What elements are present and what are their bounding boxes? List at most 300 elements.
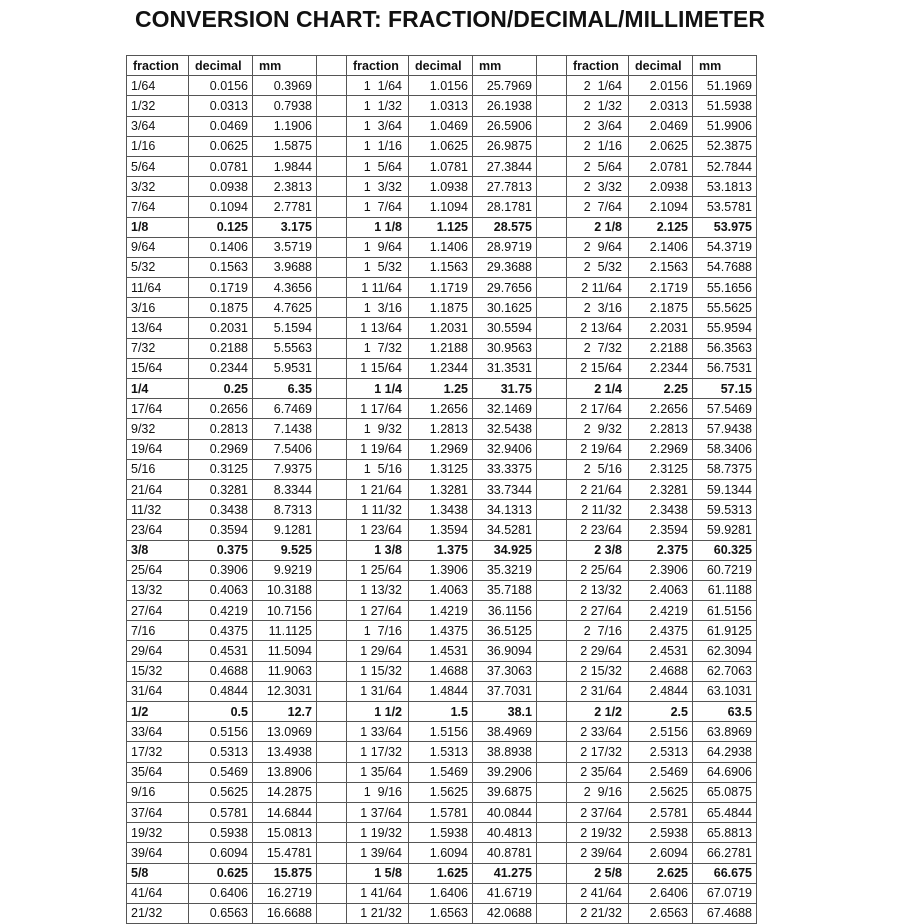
fraction-cell: 9/32: [127, 419, 189, 439]
column-gap: [537, 802, 567, 822]
table-row: [127, 540, 757, 560]
decimal-cell: 0.0469: [189, 116, 253, 136]
fraction-cell: 1 3/16: [347, 298, 409, 318]
decimal-cell: 1.5313: [409, 742, 473, 762]
mm-cell: 62.7063: [693, 661, 757, 681]
decimal-cell: 1.1875: [409, 298, 473, 318]
decimal-cell: 1.5625: [409, 782, 473, 802]
decimal-cell: 0.4531: [189, 641, 253, 661]
decimal-cell: 1.3125: [409, 459, 473, 479]
table-row: [127, 903, 757, 923]
mm-cell: 66.675: [693, 863, 757, 883]
decimal-cell: 0.2031: [189, 318, 253, 338]
decimal-cell: 0.4688: [189, 661, 253, 681]
fraction-cell: 1 13/64: [347, 318, 409, 338]
decimal-cell: 0.25: [189, 379, 253, 399]
column-gap: [317, 702, 347, 722]
fraction-cell: 1 5/16: [347, 459, 409, 479]
mm-cell: 28.1781: [473, 197, 537, 217]
table-row: [127, 217, 757, 237]
fraction-cell: 2 21/64: [567, 479, 629, 499]
decimal-cell: 2.2656: [629, 399, 693, 419]
mm-cell: 61.9125: [693, 621, 757, 641]
mm-cell: 5.5563: [253, 338, 317, 358]
fraction-cell: 2 21/32: [567, 903, 629, 923]
column-gap: [537, 419, 567, 439]
fraction-cell: 2 5/32: [567, 257, 629, 277]
column-gap: [537, 116, 567, 136]
decimal-cell: 1.2656: [409, 399, 473, 419]
decimal-cell: 0.4375: [189, 621, 253, 641]
column-gap: [317, 217, 347, 237]
mm-cell: 32.1469: [473, 399, 537, 419]
mm-cell: 2.3813: [253, 177, 317, 197]
fraction-cell: 3/64: [127, 116, 189, 136]
decimal-cell: 0.5156: [189, 722, 253, 742]
mm-cell: 38.4969: [473, 722, 537, 742]
decimal-cell: 2.1875: [629, 298, 693, 318]
decimal-cell: 0.5781: [189, 802, 253, 822]
conversion-table: [126, 55, 757, 924]
decimal-cell: 1.1406: [409, 237, 473, 257]
fraction-cell: 21/32: [127, 903, 189, 923]
fraction-cell: 1 19/32: [347, 823, 409, 843]
fraction-cell: 2 33/64: [567, 722, 629, 742]
column-gap: [317, 601, 347, 621]
table-row: [127, 197, 757, 217]
fraction-cell: 2 27/64: [567, 601, 629, 621]
table-row: [127, 802, 757, 822]
column-gap: [537, 298, 567, 318]
column-gap: [537, 782, 567, 802]
column-gap: [317, 621, 347, 641]
column-gap: [317, 439, 347, 459]
fraction-cell: 2 7/16: [567, 621, 629, 641]
fraction-cell: 1 31/64: [347, 681, 409, 701]
mm-cell: 67.0719: [693, 883, 757, 903]
fraction-cell: 1 9/16: [347, 782, 409, 802]
mm-cell: 63.8969: [693, 722, 757, 742]
decimal-cell: 1.0781: [409, 156, 473, 176]
decimal-cell: 0.6563: [189, 903, 253, 923]
mm-cell: 67.4688: [693, 903, 757, 923]
column-gap: [537, 459, 567, 479]
fraction-cell: 7/64: [127, 197, 189, 217]
table-body: [127, 76, 757, 924]
table-row: [127, 237, 757, 257]
fraction-cell: 1 23/64: [347, 520, 409, 540]
column-gap: [317, 903, 347, 923]
mm-cell: 60.7219: [693, 560, 757, 580]
mm-cell: 53.1813: [693, 177, 757, 197]
decimal-cell: 0.2969: [189, 439, 253, 459]
decimal-cell: 2.3594: [629, 520, 693, 540]
mm-cell: 41.275: [473, 863, 537, 883]
mm-cell: 63.5: [693, 702, 757, 722]
decimal-cell: 2.6406: [629, 883, 693, 903]
column-gap: [317, 681, 347, 701]
fraction-cell: 15/64: [127, 358, 189, 378]
table-row: [127, 702, 757, 722]
column-gap: [537, 358, 567, 378]
mm-cell: 9.9219: [253, 560, 317, 580]
decimal-cell: 1.4375: [409, 621, 473, 641]
table-row: [127, 479, 757, 499]
column-gap: [537, 379, 567, 399]
mm-cell: 37.7031: [473, 681, 537, 701]
mm-cell: 35.3219: [473, 560, 537, 580]
fraction-cell: 1/64: [127, 76, 189, 96]
fraction-cell: 2 17/64: [567, 399, 629, 419]
decimal-cell: 2.0469: [629, 116, 693, 136]
table-row: [127, 116, 757, 136]
fraction-cell: 25/64: [127, 560, 189, 580]
header-decimal: decimal: [629, 56, 693, 76]
decimal-cell: 0.6094: [189, 843, 253, 863]
decimal-cell: 2.625: [629, 863, 693, 883]
column-gap: [537, 580, 567, 600]
column-gap: [317, 318, 347, 338]
column-gap: [537, 156, 567, 176]
decimal-cell: 2.5938: [629, 823, 693, 843]
mm-cell: 1.1906: [253, 116, 317, 136]
decimal-cell: 1.1094: [409, 197, 473, 217]
decimal-cell: 1.6563: [409, 903, 473, 923]
mm-cell: 16.2719: [253, 883, 317, 903]
table-row: [127, 459, 757, 479]
mm-cell: 32.5438: [473, 419, 537, 439]
header-decimal: decimal: [189, 56, 253, 76]
column-gap: [537, 641, 567, 661]
column-gap: [537, 661, 567, 681]
decimal-cell: 0.1563: [189, 257, 253, 277]
fraction-cell: 2 3/32: [567, 177, 629, 197]
decimal-cell: 0.0313: [189, 96, 253, 116]
decimal-cell: 0.1094: [189, 197, 253, 217]
fraction-cell: 1 7/64: [347, 197, 409, 217]
table-row: [127, 177, 757, 197]
column-gap: [537, 338, 567, 358]
mm-cell: 51.5938: [693, 96, 757, 116]
decimal-cell: 1.625: [409, 863, 473, 883]
fraction-cell: 2 13/64: [567, 318, 629, 338]
fraction-cell: 1 5/64: [347, 156, 409, 176]
decimal-cell: 1.4063: [409, 580, 473, 600]
decimal-cell: 2.1094: [629, 197, 693, 217]
column-gap: [537, 197, 567, 217]
column-gap: [317, 722, 347, 742]
decimal-cell: 2.6563: [629, 903, 693, 923]
mm-cell: 40.0844: [473, 802, 537, 822]
decimal-cell: 1.5469: [409, 762, 473, 782]
mm-cell: 61.1188: [693, 580, 757, 600]
decimal-cell: 1.5: [409, 702, 473, 722]
decimal-cell: 2.0938: [629, 177, 693, 197]
mm-cell: 8.3344: [253, 479, 317, 499]
decimal-cell: 0.2188: [189, 338, 253, 358]
table-row: [127, 318, 757, 338]
fraction-cell: 2 7/32: [567, 338, 629, 358]
decimal-cell: 2.3125: [629, 459, 693, 479]
column-gap: [537, 136, 567, 156]
fraction-cell: 9/64: [127, 237, 189, 257]
decimal-cell: 2.3281: [629, 479, 693, 499]
fraction-cell: 1 3/8: [347, 540, 409, 560]
fraction-cell: 1 1/4: [347, 379, 409, 399]
column-gap: [317, 459, 347, 479]
decimal-cell: 1.375: [409, 540, 473, 560]
decimal-cell: 0.3594: [189, 520, 253, 540]
mm-cell: 8.7313: [253, 500, 317, 520]
fraction-cell: 1 11/64: [347, 278, 409, 298]
mm-cell: 55.5625: [693, 298, 757, 318]
decimal-cell: 0.3281: [189, 479, 253, 499]
decimal-cell: 1.2344: [409, 358, 473, 378]
fraction-cell: 11/32: [127, 500, 189, 520]
column-gap: [317, 641, 347, 661]
mm-cell: 53.975: [693, 217, 757, 237]
table-row: [127, 278, 757, 298]
table-row: [127, 742, 757, 762]
decimal-cell: 1.125: [409, 217, 473, 237]
fraction-cell: 1 11/32: [347, 500, 409, 520]
fraction-cell: 1 33/64: [347, 722, 409, 742]
mm-cell: 58.7375: [693, 459, 757, 479]
fraction-cell: 2 9/64: [567, 237, 629, 257]
column-gap: [317, 500, 347, 520]
decimal-cell: 1.4688: [409, 661, 473, 681]
decimal-cell: 2.5469: [629, 762, 693, 782]
decimal-cell: 1.2188: [409, 338, 473, 358]
mm-cell: 32.9406: [473, 439, 537, 459]
mm-cell: 38.1: [473, 702, 537, 722]
fraction-cell: 1 3/64: [347, 116, 409, 136]
column-gap: [317, 96, 347, 116]
decimal-cell: 2.5313: [629, 742, 693, 762]
fraction-cell: 3/16: [127, 298, 189, 318]
mm-cell: 7.5406: [253, 439, 317, 459]
mm-cell: 66.2781: [693, 843, 757, 863]
mm-cell: 62.3094: [693, 641, 757, 661]
fraction-cell: 1 19/64: [347, 439, 409, 459]
fraction-cell: 2 1/64: [567, 76, 629, 96]
table-row: [127, 76, 757, 96]
decimal-cell: 0.3438: [189, 500, 253, 520]
decimal-cell: 2.1406: [629, 237, 693, 257]
table-row: [127, 156, 757, 176]
column-gap: [537, 439, 567, 459]
fraction-cell: 1 39/64: [347, 843, 409, 863]
mm-cell: 15.875: [253, 863, 317, 883]
column-gap: [537, 56, 567, 76]
mm-cell: 1.5875: [253, 136, 317, 156]
column-gap: [317, 782, 347, 802]
decimal-cell: 1.5938: [409, 823, 473, 843]
decimal-cell: 0.4844: [189, 681, 253, 701]
decimal-cell: 1.6406: [409, 883, 473, 903]
header-fraction: fraction: [127, 56, 189, 76]
decimal-cell: 2.5781: [629, 802, 693, 822]
fraction-cell: 31/64: [127, 681, 189, 701]
fraction-cell: 2 15/32: [567, 661, 629, 681]
column-gap: [537, 76, 567, 96]
mm-cell: 29.3688: [473, 257, 537, 277]
fraction-cell: 2 39/64: [567, 843, 629, 863]
fraction-cell: 2 37/64: [567, 802, 629, 822]
table-row: [127, 722, 757, 742]
column-gap: [537, 843, 567, 863]
fraction-cell: 1/16: [127, 136, 189, 156]
column-gap: [537, 217, 567, 237]
column-gap: [317, 298, 347, 318]
decimal-cell: 2.1719: [629, 278, 693, 298]
fraction-cell: 1 1/2: [347, 702, 409, 722]
mm-cell: 11.9063: [253, 661, 317, 681]
mm-cell: 60.325: [693, 540, 757, 560]
decimal-cell: 2.375: [629, 540, 693, 560]
column-gap: [317, 520, 347, 540]
decimal-cell: 0.375: [189, 540, 253, 560]
fraction-cell: 1 17/32: [347, 742, 409, 762]
column-gap: [317, 823, 347, 843]
decimal-cell: 1.0469: [409, 116, 473, 136]
decimal-cell: 1.25: [409, 379, 473, 399]
column-gap: [317, 116, 347, 136]
decimal-cell: 0.6406: [189, 883, 253, 903]
table-row: [127, 419, 757, 439]
fraction-cell: 2 1/4: [567, 379, 629, 399]
decimal-cell: 2.0313: [629, 96, 693, 116]
column-gap: [317, 278, 347, 298]
decimal-cell: 0.125: [189, 217, 253, 237]
table-row: [127, 298, 757, 318]
mm-cell: 12.7: [253, 702, 317, 722]
mm-cell: 34.1313: [473, 500, 537, 520]
column-gap: [537, 500, 567, 520]
mm-cell: 14.6844: [253, 802, 317, 822]
table-row: [127, 823, 757, 843]
mm-cell: 39.2906: [473, 762, 537, 782]
column-gap: [317, 156, 347, 176]
decimal-cell: 0.5313: [189, 742, 253, 762]
mm-cell: 65.0875: [693, 782, 757, 802]
fraction-cell: 19/64: [127, 439, 189, 459]
fraction-cell: 33/64: [127, 722, 189, 742]
column-gap: [317, 177, 347, 197]
column-gap: [317, 136, 347, 156]
column-gap: [317, 76, 347, 96]
mm-cell: 57.15: [693, 379, 757, 399]
table-row: [127, 96, 757, 116]
fraction-cell: 2 1/32: [567, 96, 629, 116]
mm-cell: 1.9844: [253, 156, 317, 176]
mm-cell: 63.1031: [693, 681, 757, 701]
mm-cell: 7.9375: [253, 459, 317, 479]
fraction-cell: 37/64: [127, 802, 189, 822]
column-gap: [317, 742, 347, 762]
decimal-cell: 2.3906: [629, 560, 693, 580]
mm-cell: 11.5094: [253, 641, 317, 661]
fraction-cell: 2 3/8: [567, 540, 629, 560]
mm-cell: 36.5125: [473, 621, 537, 641]
fraction-cell: 1 35/64: [347, 762, 409, 782]
header-mm: mm: [473, 56, 537, 76]
fraction-cell: 1 27/64: [347, 601, 409, 621]
column-gap: [317, 762, 347, 782]
column-gap: [537, 257, 567, 277]
column-gap: [537, 237, 567, 257]
fraction-cell: 1/32: [127, 96, 189, 116]
mm-cell: 57.9438: [693, 419, 757, 439]
mm-cell: 36.1156: [473, 601, 537, 621]
table-row: [127, 520, 757, 540]
mm-cell: 27.3844: [473, 156, 537, 176]
column-gap: [317, 419, 347, 439]
mm-cell: 52.3875: [693, 136, 757, 156]
column-gap: [317, 863, 347, 883]
mm-cell: 5.1594: [253, 318, 317, 338]
mm-cell: 0.3969: [253, 76, 317, 96]
table-row: [127, 762, 757, 782]
decimal-cell: 2.4844: [629, 681, 693, 701]
decimal-cell: 1.0938: [409, 177, 473, 197]
decimal-cell: 2.125: [629, 217, 693, 237]
decimal-cell: 0.2344: [189, 358, 253, 378]
mm-cell: 55.1656: [693, 278, 757, 298]
column-gap: [317, 257, 347, 277]
fraction-cell: 2 17/32: [567, 742, 629, 762]
fraction-cell: 1 5/32: [347, 257, 409, 277]
column-gap: [317, 379, 347, 399]
fraction-cell: 1/8: [127, 217, 189, 237]
mm-cell: 37.3063: [473, 661, 537, 681]
decimal-cell: 2.5625: [629, 782, 693, 802]
fraction-cell: 1 1/8: [347, 217, 409, 237]
decimal-cell: 2.4375: [629, 621, 693, 641]
decimal-cell: 2.25: [629, 379, 693, 399]
decimal-cell: 0.4063: [189, 580, 253, 600]
mm-cell: 12.3031: [253, 681, 317, 701]
mm-cell: 13.8906: [253, 762, 317, 782]
fraction-cell: 2 31/64: [567, 681, 629, 701]
column-gap: [317, 560, 347, 580]
decimal-cell: 0.4219: [189, 601, 253, 621]
fraction-cell: 2 5/64: [567, 156, 629, 176]
mm-cell: 33.7344: [473, 479, 537, 499]
fraction-cell: 2 1/16: [567, 136, 629, 156]
column-gap: [317, 540, 347, 560]
decimal-cell: 2.4219: [629, 601, 693, 621]
fraction-cell: 23/64: [127, 520, 189, 540]
column-gap: [317, 338, 347, 358]
decimal-cell: 0.1719: [189, 278, 253, 298]
fraction-cell: 2 9/32: [567, 419, 629, 439]
mm-cell: 65.8813: [693, 823, 757, 843]
decimal-cell: 2.2969: [629, 439, 693, 459]
mm-cell: 42.0688: [473, 903, 537, 923]
decimal-cell: 2.2344: [629, 358, 693, 378]
decimal-cell: 0.5: [189, 702, 253, 722]
decimal-cell: 0.1406: [189, 237, 253, 257]
decimal-cell: 1.2969: [409, 439, 473, 459]
fraction-cell: 2 3/16: [567, 298, 629, 318]
decimal-cell: 1.0156: [409, 76, 473, 96]
column-gap: [317, 883, 347, 903]
decimal-cell: 0.1875: [189, 298, 253, 318]
fraction-cell: 1 1/32: [347, 96, 409, 116]
fraction-cell: 2 29/64: [567, 641, 629, 661]
fraction-cell: 1 9/64: [347, 237, 409, 257]
